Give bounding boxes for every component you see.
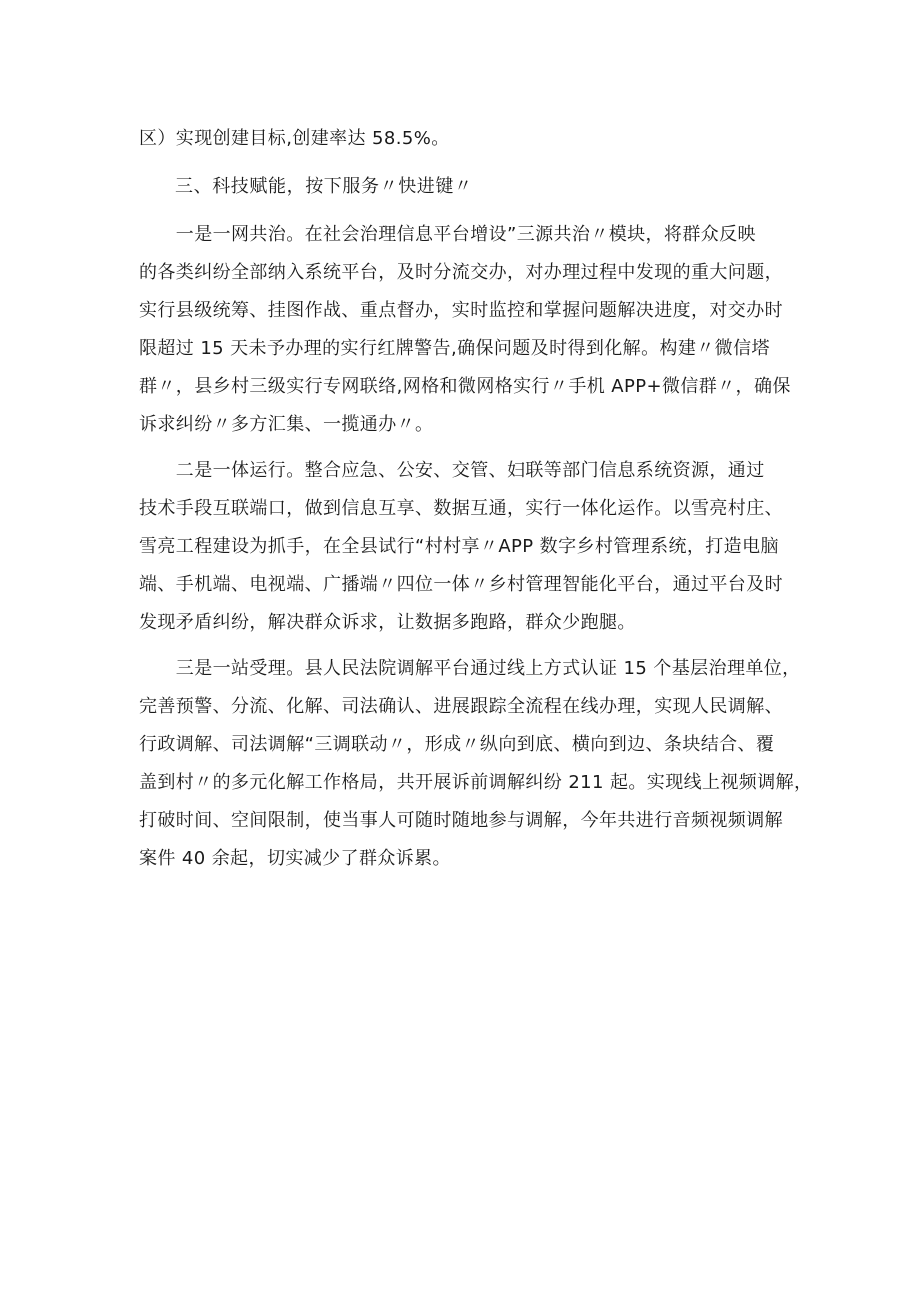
continuation-line: 区）实现创建目标,创建率达 58.5%。	[139, 128, 450, 149]
paragraph-line: 发现矛盾纠纷，解决群众诉求，让数据多跑路，群众少跑腿。	[139, 612, 636, 633]
paragraph-line: 打破时间、空间限制，使当事人可随时随地参与调解，今年共进行音频视频调解	[139, 810, 783, 831]
paragraph-line: 雪亮工程建设为抓手，在全县试行“村村享〃APP 数字乡村管理系统，打造电脑	[139, 536, 779, 557]
paragraph-line: 群〃，县乡村三级实行专网联络,网格和微网格实行〃手机 APP+微信群〃，确保	[139, 376, 791, 397]
paragraph-line: 盖到村〃的多元化解工作格局，共开展诉前调解纠纷 211 起。实现线上视频调解，	[139, 772, 813, 793]
paragraph-line: 诉求纠纷〃多方汇集、一揽通办〃。	[139, 414, 434, 435]
paragraph-line: 完善预警、分流、化解、司法确认、进展跟踪全流程在线办理，实现人民调解、	[139, 696, 783, 717]
paragraph-line: 行政调解、司法调解“三调联动〃，形成〃纵向到底、横向到边、条块结合、覆	[139, 734, 775, 755]
paragraph-line: 的各类纠纷全部纳入系统平台，及时分流交办，对办理过程中发现的重大问题，	[139, 262, 783, 283]
paragraph-line: 一是一网共治。在社会治理信息平台增设”三源共治〃模块，将群众反映	[139, 224, 756, 245]
paragraph-line: 案件 40 余起，切实减少了群众诉累。	[139, 848, 451, 869]
paragraph-3	[139, 650, 813, 878]
paragraph-line: 技术手段互联端口，做到信息互享、数据互通，实行一体化运作。以雪亮村庄、	[139, 498, 783, 519]
paragraph-line: 三是一站受理。县人民法院调解平台通过线上方式认证 15 个基层治理单位，	[139, 658, 801, 679]
paragraph-1	[139, 216, 789, 444]
paragraph-2	[139, 452, 789, 642]
paragraph-line: 二是一体运行。整合应急、公安、交管、妇联等部门信息系统资源，通过	[139, 460, 765, 481]
paragraph-line: 限超过 15 天未予办理的实行红牌警告,确保问题及时得到化解。构建〃微信塔	[139, 338, 770, 359]
document-page	[139, 120, 813, 878]
section-heading: 三、科技赋能，按下服务〃快进键〃	[175, 176, 473, 197]
paragraph-line: 端、手机端、电视端、广播端〃四位一体〃乡村管理智能化平台，通过平台及时	[139, 574, 783, 595]
paragraph-line: 实行县级统筹、挂图作战、重点督办，实时监控和掌握问题解决进度，对交办时	[139, 300, 783, 321]
